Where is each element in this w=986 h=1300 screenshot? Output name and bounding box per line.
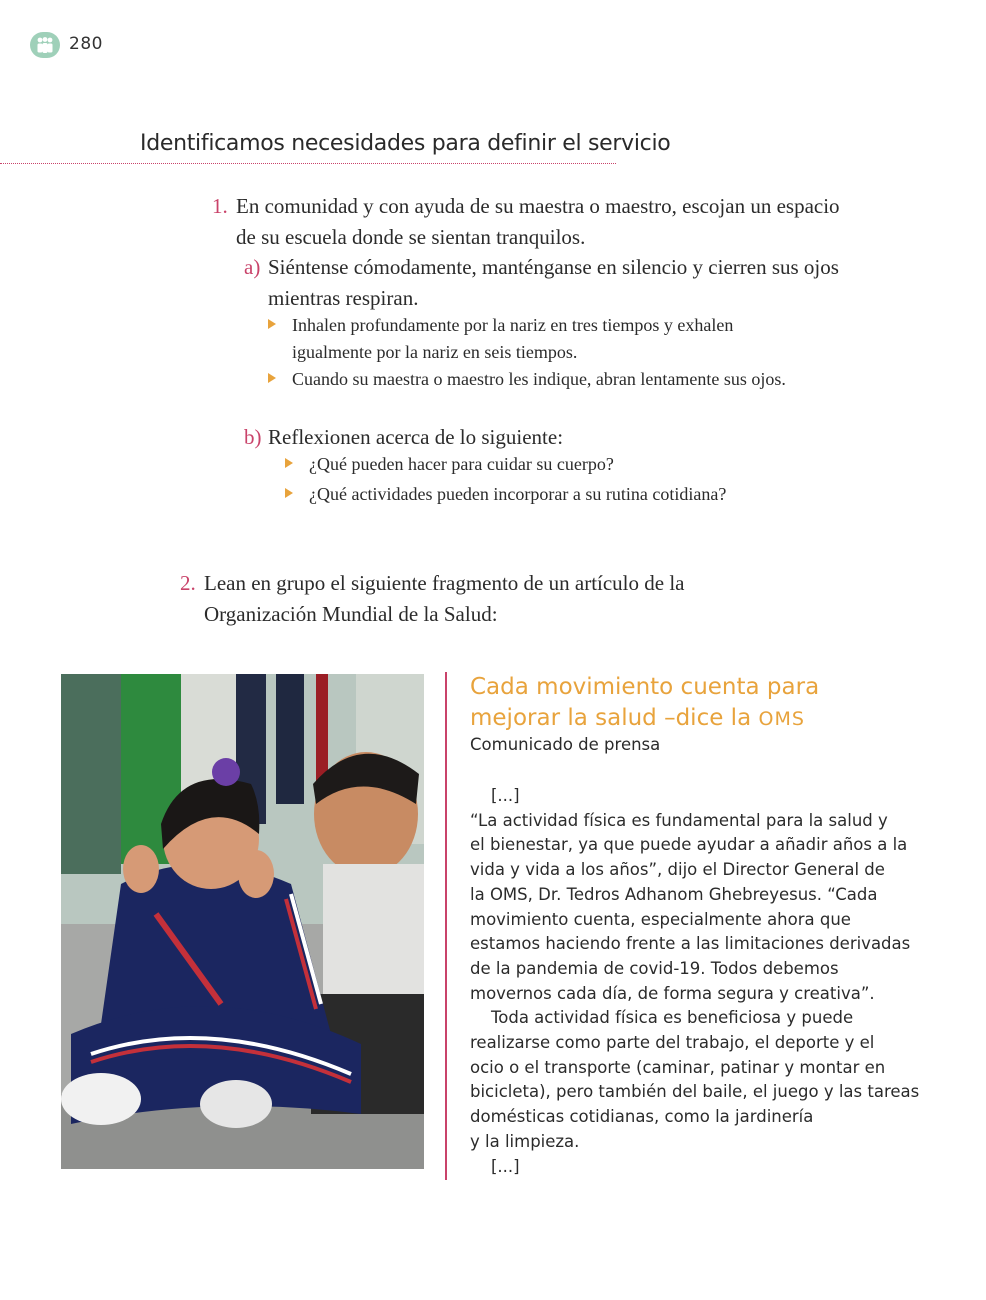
item-1a-label: a) (244, 255, 261, 279)
article-line: el bienestar, ya que puede ayudar a añadir años a la (470, 835, 908, 855)
community-icon (30, 32, 60, 58)
item-1-text (236, 191, 840, 253)
item-1b-label: b) (244, 425, 262, 449)
article-title (470, 672, 940, 735)
article-line: movimiento cuenta, especialmente ahora que (470, 909, 851, 929)
item-1a-line: mientras respiran. (268, 286, 419, 310)
children-meditating-photo (61, 674, 424, 1169)
article-divider (445, 672, 447, 1180)
item-1-line: En comunidad y con ayuda de su maestra o maestro, escojan un espacio (236, 194, 840, 218)
bullet-text: ¿Qué pueden hacer para cuidar su cuerpo? (309, 454, 614, 474)
article-line: domésticas cotidianas, como la jardinería (470, 1107, 814, 1127)
page-number: 280 (69, 34, 103, 54)
bullet-arrow-icon (285, 488, 293, 498)
item-1-line: de su escuela donde se sientan tranquilos. (236, 225, 586, 249)
article-line: ocio o el transporte (caminar, patinar y montar en (470, 1057, 886, 1077)
article-title-line (470, 703, 940, 735)
item-1b-bullet-1 (285, 451, 614, 478)
article-line: estamos haciendo frente a las limitaciones derivadas (470, 934, 911, 954)
bullet-arrow-icon (285, 458, 293, 468)
item-1b-bullet-2 (285, 481, 726, 508)
item-1-number: 1. (212, 194, 228, 218)
bullet-text: igualmente por la nariz en seis tiempos. (292, 342, 578, 362)
article-title-text: mejorar la salud –dice la (470, 705, 759, 731)
article-line: bicicleta), pero también del baile, el juego y las tareas (470, 1082, 920, 1102)
article-line: realizarse como parte del trabajo, el deporte y el (470, 1033, 875, 1053)
article-line: Toda actividad física es beneficiosa y puede (470, 1008, 854, 1028)
bullet-text: Cuando su maestra o maestro les indique, abran lentamente sus ojos. (292, 369, 786, 389)
item-2-line: Lean en grupo el siguiente fragmento de un artículo de la (204, 571, 685, 595)
bullet-text: ¿Qué actividades pueden incorporar a su rutina cotidiana? (309, 484, 727, 504)
section-divider (0, 163, 616, 164)
bullet-arrow-icon (268, 373, 276, 383)
item-1b-text: Reflexionen acerca de lo siguiente: (268, 425, 564, 449)
article-line: la OMS, Dr. Tedros Adhanom Ghebreyesus. “Cada (470, 884, 878, 904)
bullet-arrow-icon (268, 319, 276, 329)
item-1a-text (268, 252, 839, 314)
article-line: [...] (470, 1156, 520, 1176)
item-2-line: Organización Mundial de la Salud: (204, 602, 498, 626)
article-line: movernos cada día, de forma segura y creativa”. (470, 983, 875, 1003)
bullet-text: Inhalen profundamente por la nariz en tres tiempos y exhalen (292, 315, 734, 335)
article-title-acronym: OMS (758, 708, 805, 730)
item-1a-line: Siéntense cómodamente, manténganse en silencio y cierren sus ojos (268, 255, 839, 279)
item-2-text (204, 568, 685, 630)
article-line: [...] (470, 786, 520, 805)
article-line: y la limpieza. (470, 1131, 580, 1151)
section-title: Identificamos necesidades para definir el servicio (140, 131, 671, 156)
item-2-number: 2. (180, 571, 196, 595)
article-line: “La actividad física es fundamental para la salud y (470, 810, 888, 830)
article-line: de la pandemia de covid-19. Todos debemos (470, 958, 839, 978)
article-subtitle: Comunicado de prensa (470, 735, 661, 754)
article-line: vida y vida a los años”, dijo el Director General de (470, 860, 885, 880)
article-body (470, 784, 940, 1179)
item-1a-bullet-2 (268, 366, 786, 393)
article-title-line: Cada movimiento cuenta para (470, 674, 820, 700)
item-1a-bullet-1 (268, 312, 733, 366)
